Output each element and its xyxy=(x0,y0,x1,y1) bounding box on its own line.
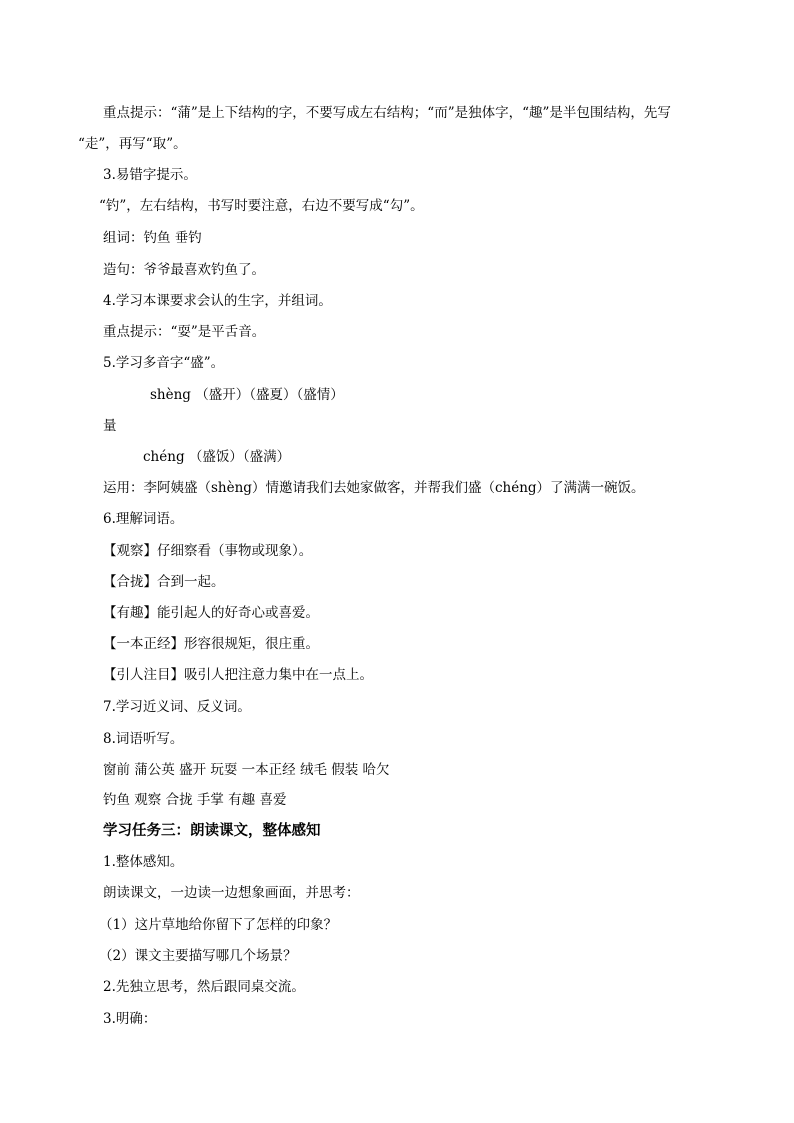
section-3-heading: 3.易错字提示。 xyxy=(103,167,197,183)
section-7-heading: 7.学习近义词、反义词。 xyxy=(103,699,251,715)
section-5-heading: 5.学习多音字“盛”。 xyxy=(103,355,225,371)
polyphone-sheng-line: shèng （盛开）（盛夏）（盛情） xyxy=(150,387,344,403)
task-3-instruction: 朗读课文，一边读一边想象画面，并思考： xyxy=(103,885,360,901)
task-3-item-3: 3.明确： xyxy=(103,1011,157,1027)
usage-sentence: 运用：李阿姨盛（shèng）情邀请我们去她家做客，并帮我们盛（chéng）了满满一碗饭。 xyxy=(103,480,645,496)
task-3-item-1: 1.整体感知。 xyxy=(103,854,184,870)
definition-yibenzhengjing: 【一本正经】形容很规矩，很庄重。 xyxy=(103,636,319,652)
question-2: （2）课文主要描写哪几个场景？ xyxy=(99,948,297,964)
dictation-words-row-2: 钓鱼 观察 合拢 手掌 有趣 喜爱 xyxy=(103,792,287,808)
definition-youqu: 【有趣】能引起人的好奇心或喜爱。 xyxy=(103,605,319,621)
definition-helong: 【合拢】合到一起。 xyxy=(103,574,225,590)
definition-yinrenzhumu: 【引人注目】吸引人把注意力集中在一点上。 xyxy=(103,667,373,683)
task-3-item-2: 2.先独立思考，然后跟同桌交流。 xyxy=(103,979,305,995)
sentence-example-line: 造句：爷爷最喜欢钓鱼了。 xyxy=(103,262,265,278)
word-group-line: 组词：钓鱼 垂钓 xyxy=(103,230,202,246)
task-3-heading: 学习任务三：朗读课文，整体感知 xyxy=(103,823,321,839)
pronunciation-hint: 重点提示：“耍”是平舌音。 xyxy=(103,324,266,340)
section-8-heading: 8.词语听写。 xyxy=(103,731,184,747)
error-char-hint: “钓”，左右结构，书写时要注意，右边不要写成“勾”。 xyxy=(99,198,424,214)
definition-guancha: 【观察】仔细察看（事物或现象）。 xyxy=(103,543,313,559)
polyphone-label: 量 xyxy=(103,418,117,434)
polyphone-cheng-line: chéng （盛饭）（盛满） xyxy=(143,449,291,465)
section-6-heading: 6.理解词语。 xyxy=(103,511,184,527)
section-4-heading: 4.学习本课要求会认的生字，并组词。 xyxy=(103,293,332,309)
hint-structure-continuation: “走”，再写“取”。 xyxy=(78,136,187,152)
question-1: （1）这片草地给你留下了怎样的印象？ xyxy=(99,917,338,933)
hint-structure-line: 重点提示：“蒲”是上下结构的字，不要写成左右结构；“而”是独体字，“趣”是半包围结构，先写 xyxy=(103,105,671,121)
dictation-words-row-1: 窗前 蒲公英 盛开 玩耍 一本正经 绒毛 假装 哈欠 xyxy=(103,762,390,778)
